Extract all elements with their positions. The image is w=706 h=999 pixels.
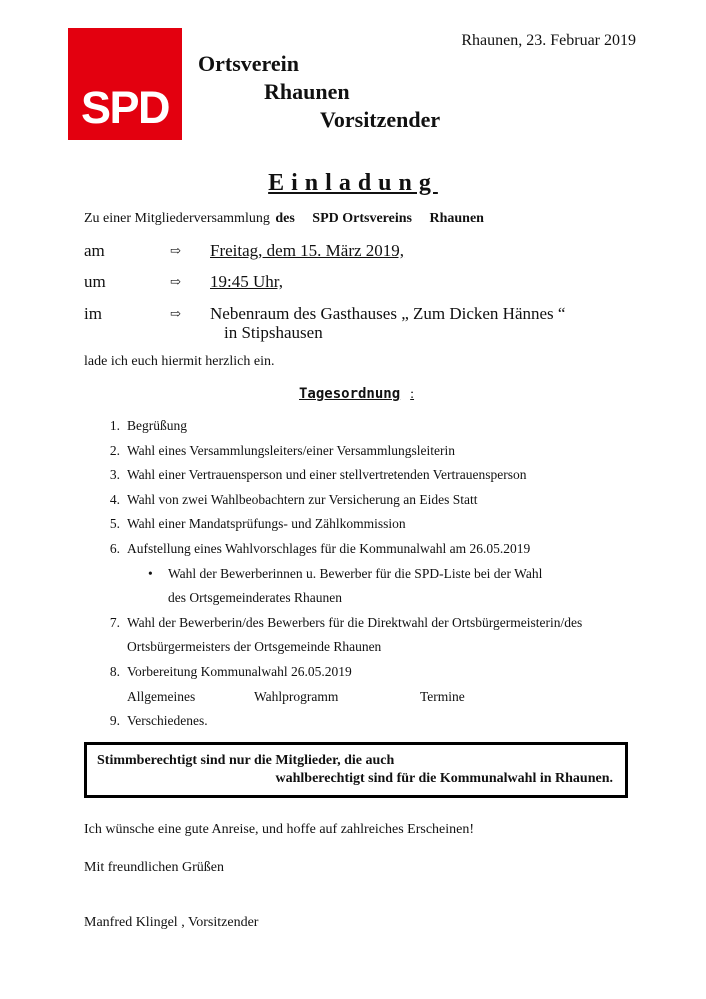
item-text: Verschiedenes. [127, 713, 208, 729]
item-text: Wahl der Bewerberin/des Bewerbers für die Direktwahl der Ortsbürgermeisterin/des [127, 614, 583, 630]
detail-label-date: am [84, 241, 105, 260]
detail-value-time: 19:45 Uhr, [210, 272, 283, 291]
sub-topic: Allgemeines [127, 688, 196, 704]
arrow-icon: ⇨ [170, 274, 181, 289]
detail-value-place-line2: in Stipshausen [224, 323, 323, 342]
intro-text [84, 211, 484, 227]
item-text: Vorbereitung Kommunalwahl 26.05.2019 [127, 663, 352, 679]
notice-line-2: wahlberechtigt sind für die Kommunalwahl in Rhaunen. [275, 771, 613, 786]
spd-logo [68, 28, 182, 140]
item-number: 6. [109, 540, 120, 556]
agenda-list [104, 414, 664, 734]
closing-wish: Ich wünsche eine gute Anreise, und hoffe auf zahlreiches Erscheinen! [84, 822, 475, 837]
item-number: 4. [109, 491, 120, 507]
item-text: Wahl einer Mandatsprüfungs- und Zählkommission [127, 516, 406, 532]
item-number: 5. [109, 516, 120, 532]
detail-value-date: Freitag, dem 15. März 2019, [210, 241, 405, 260]
arrow-icon: ⇨ [170, 306, 181, 321]
closing-greeting: Mit freundlichen Grüßen [84, 860, 224, 875]
org-line-3: Vorsitzender [320, 107, 441, 132]
item-text: Begrüßung [127, 418, 187, 433]
sub-topics-row [104, 685, 664, 710]
item-text: Wahl von zwei Wahlbeobachtern zur Versicherung an Eides Statt [127, 491, 478, 507]
org-line-2: Rhaunen [264, 79, 350, 104]
document-title: Einladung [268, 170, 438, 196]
item-number: 2. [109, 442, 120, 458]
place-date: Rhaunen, 23. Februar 2019 [461, 32, 636, 49]
item-text: Wahl eines Versammlungsleiters/einer Versammlungsleiterin [127, 442, 455, 458]
logo-text: SPD [80, 82, 170, 133]
sub-topic: Termine [420, 688, 465, 704]
item-number: 7. [109, 614, 120, 630]
item-number: 9. [109, 713, 120, 729]
sub-topic: Wahlprogramm [254, 688, 339, 704]
agenda-heading [299, 385, 414, 403]
item-number: 3. [109, 467, 120, 483]
list-item-continuation [104, 635, 664, 660]
list-item [104, 414, 664, 439]
item-number: 1. [109, 418, 120, 433]
intro-prefix: Zu einer Mitgliederversammlung [84, 211, 270, 226]
list-item [104, 463, 664, 488]
invite-line: lade ich euch hiermit herzlich ein. [84, 354, 275, 369]
sub-list-item [104, 562, 664, 587]
detail-label-time: um [84, 272, 106, 291]
detail-label-place: im [84, 304, 102, 323]
notice-line-1: Stimmberechtigt sind nur die Mitglieder, die auch [97, 753, 395, 768]
list-item [104, 611, 664, 636]
signature: Manfred Klingel , Vorsitzender [84, 915, 259, 930]
item-text: Wahl der Bewerberinnen u. Bewerber für die SPD-Liste bei der Wahl [168, 565, 543, 581]
list-item [104, 660, 664, 685]
agenda-title: Tagesordnung [299, 386, 401, 402]
org-line-1: Ortsverein [198, 51, 300, 76]
list-item [104, 488, 664, 513]
item-number: 8. [109, 663, 120, 679]
bullet-icon: • [148, 565, 153, 581]
item-text: Aufstellung eines Wahlvorschlages für die Kommunalwahl am 26.05.2019 [127, 540, 531, 556]
detail-value-place: Nebenraum des Gasthauses „ Zum Dicken Hännes “ [210, 304, 566, 323]
list-item [104, 439, 664, 464]
list-item [104, 537, 664, 562]
list-item [104, 709, 664, 734]
voting-notice-box [84, 742, 628, 798]
agenda-colon: : [410, 387, 415, 402]
intro-town: Rhaunen [429, 211, 484, 226]
item-text: Wahl einer Vertrauensperson und einer stellvertretenden Vertrauensperson [127, 467, 527, 483]
list-item [104, 512, 664, 537]
item-text: Ortsbürgermeisters der Ortsgemeinde Rhaunen [127, 639, 382, 655]
intro-org: SPD Ortsvereins [312, 211, 412, 226]
item-text: des Ortsgemeinderates Rhaunen [168, 590, 342, 606]
arrow-icon: ⇨ [170, 243, 181, 258]
intro-des: des [275, 211, 295, 226]
sub-list-item-continuation [104, 586, 664, 611]
